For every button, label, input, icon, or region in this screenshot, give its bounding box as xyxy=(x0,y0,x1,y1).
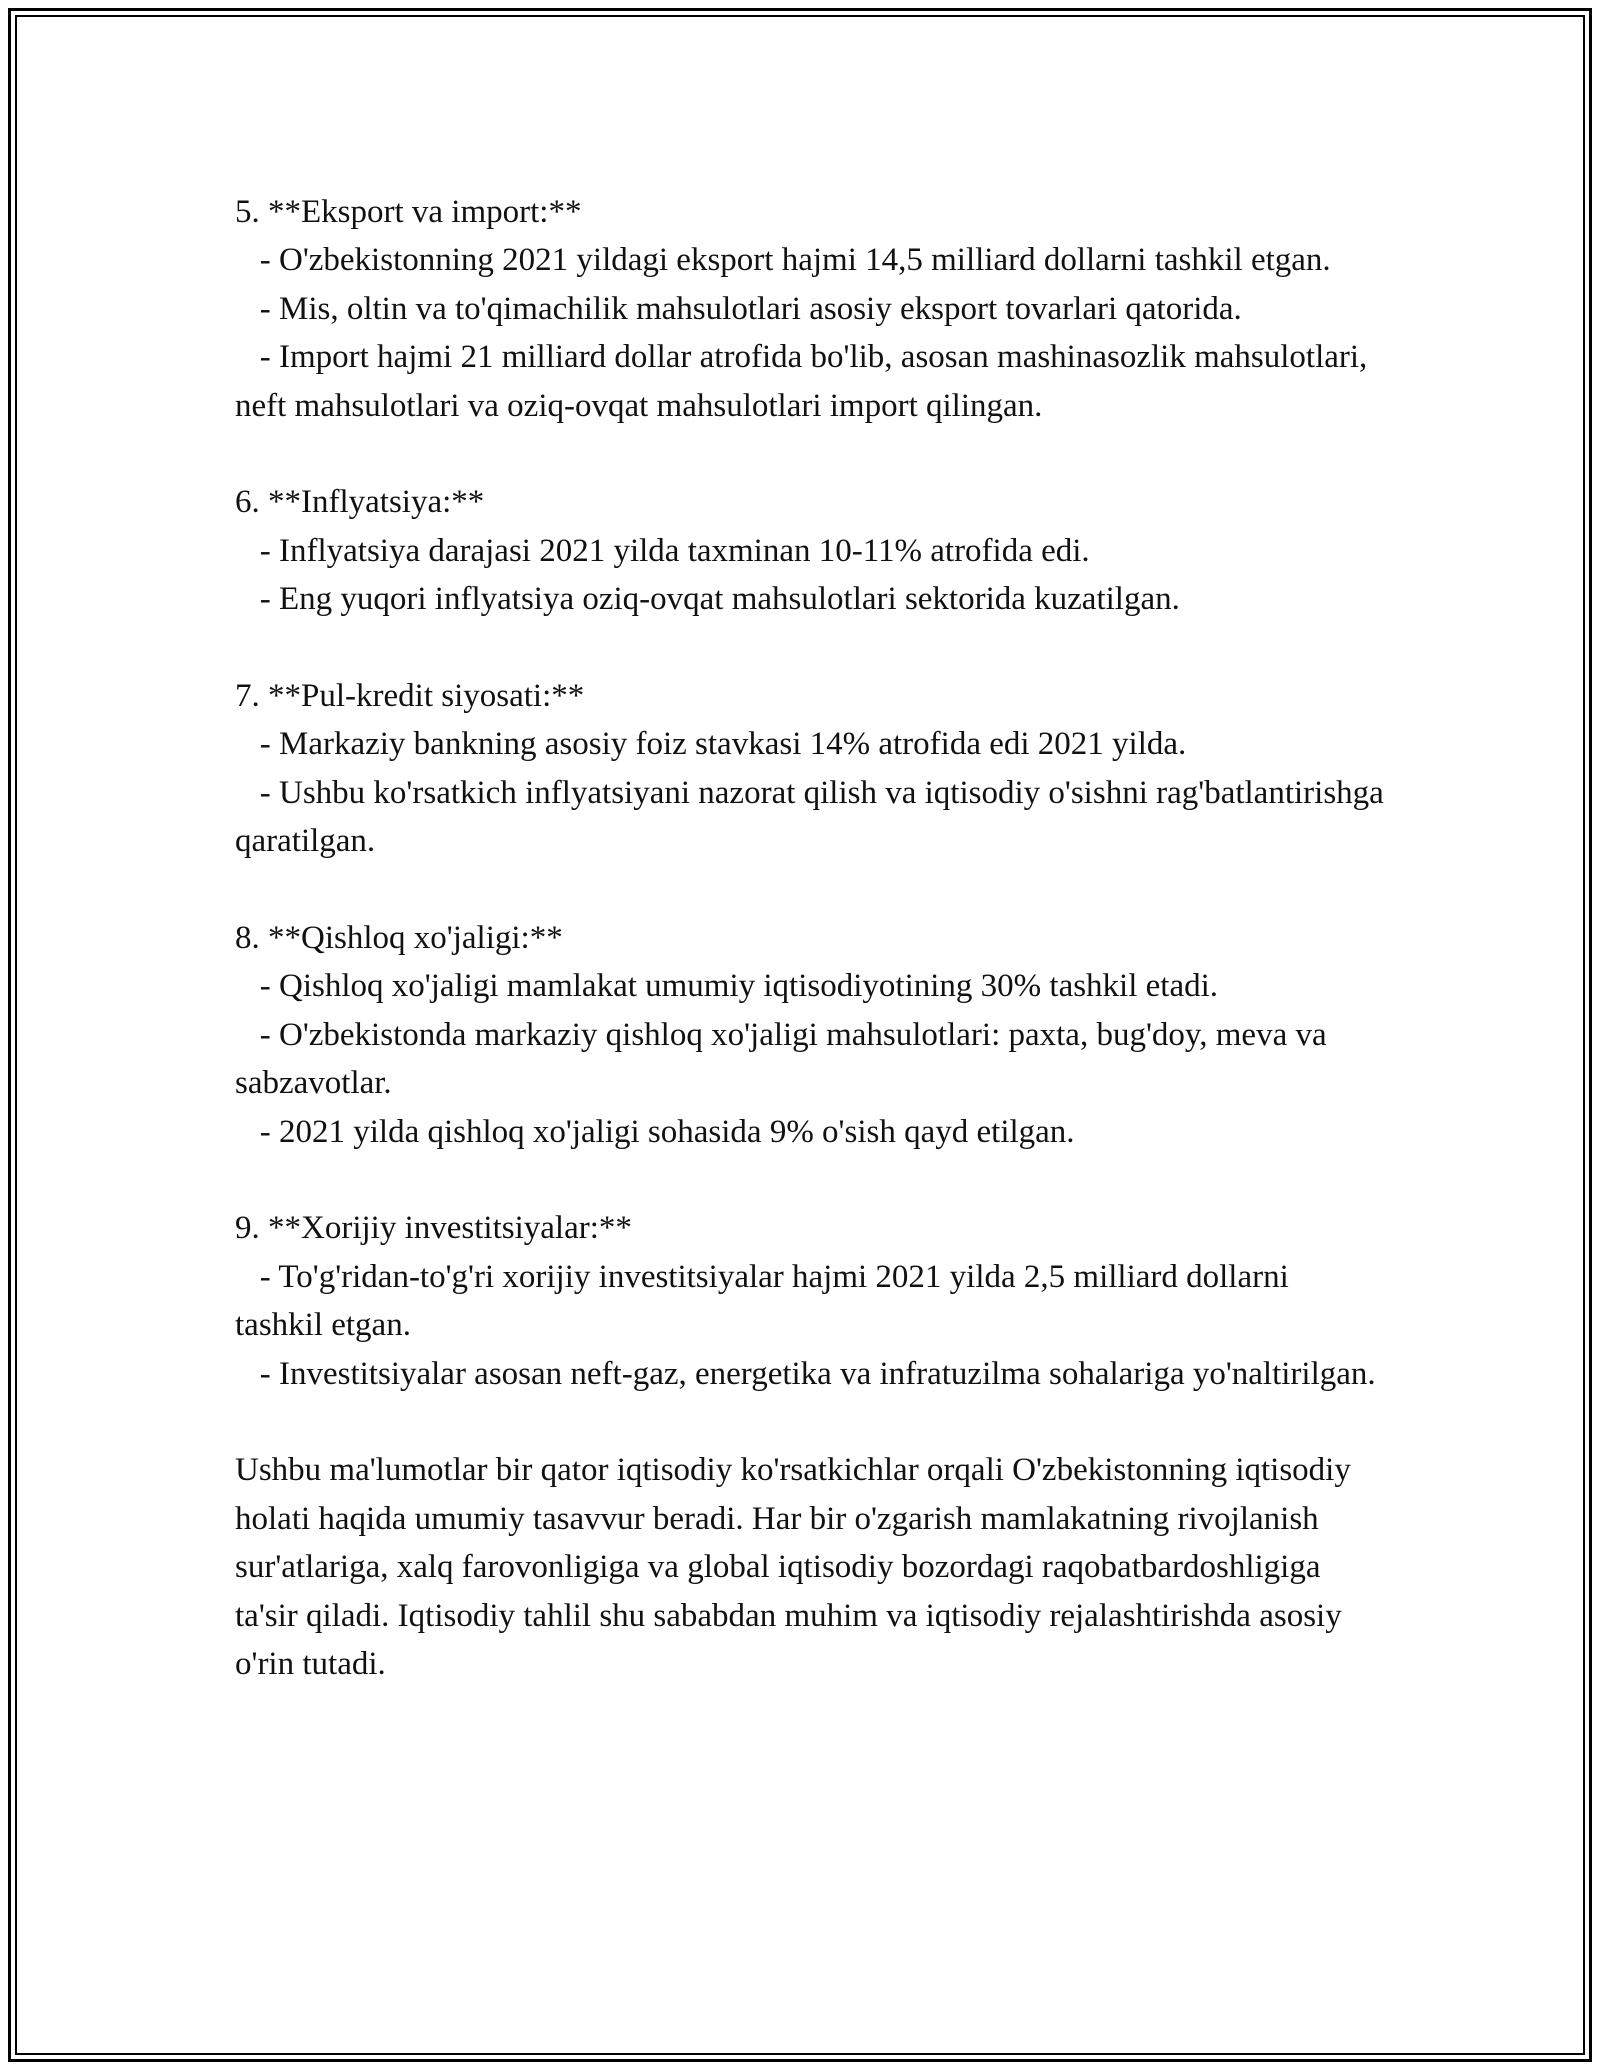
bullet-item: - Import hajmi 21 milliard dollar atrofida bo'lib, asosan mashinasozlik mahsulotlari, neft mahsulotlari va oziq-ovqat mahsulotlari import qilingan. xyxy=(235,339,1376,424)
bullet-item: - Qishloq xo'jaligi mamlakat umumiy iqtisodiyotining 30% tashkil etadi. xyxy=(235,968,1219,1005)
section-agriculture xyxy=(235,914,1385,1156)
section-foreign-investment xyxy=(235,1204,1385,1398)
section-inflation xyxy=(235,478,1385,623)
bullet-item: - 2021 yilda qishloq xo'jaligi sohasida 9% o'sish qayd etilgan. xyxy=(235,1113,1075,1150)
bullet-item: - Ushbu ko'rsatkich inflyatsiyani nazorat qilish va iqtisodiy o'sishni rag'batlantirishga qaratilgan. xyxy=(235,774,1393,860)
bullet-item: - Mis, oltin va to'qimachilik mahsulotlari asosiy eksport tovarlari qatorida. xyxy=(235,290,1242,327)
section-heading: 7. **Pul-kredit siyosati:** xyxy=(235,678,585,715)
bullet-item: - Eng yuqori inflyatsiya oziq-ovqat mahsulotlari sektorida kuzatilgan. xyxy=(235,581,1180,618)
bullet-item: - Markaziy bankning asosiy foiz stavkasi 14% atrofida edi 2021 yilda. xyxy=(235,726,1187,763)
bullet-item: - To'g'ridan-to'g'ri xorijiy investitsiyalar hajmi 2021 yilda 2,5 milliard dollarni tashkil etgan. xyxy=(235,1258,1298,1344)
section-heading: 8. **Qishloq xo'jaligi:** xyxy=(235,920,563,957)
section-heading: 9. **Xorijiy investitsiyalar:** xyxy=(235,1210,632,1247)
bullet-item: - Investitsiyalar asosan neft-gaz, energetika va infratuzilma sohalariga yo'naltirilgan. xyxy=(235,1355,1376,1392)
section-heading: 6. **Inflyatsiya:** xyxy=(235,484,485,521)
closing-paragraph: Ushbu ma'lumotlar bir qator iqtisodiy ko'rsatkichlar orqali O'zbekistonning iqtisodiy holati haqida umumiy tasavvur beradi. Har bir o'zgarish mamlakatning rivojlanish sur'atlariga, xalq farovonligiga va global iqtisodiy bozordagi raqobatbardoshligiga ta'sir qiladi. Iqtisodiy tahlil shu sababdan muhim va iqtisodiy rejalashtirishda asosiy o'rin tutadi. xyxy=(235,1452,1351,1683)
bullet-item: - O'zbekistonning 2021 yildagi eksport hajmi 14,5 milliard dollarni tashkil etgan. xyxy=(235,242,1331,279)
document-body xyxy=(235,188,1393,1689)
section-monetary-policy xyxy=(235,672,1393,866)
bullet-item: - O'zbekistonda markaziy qishloq xo'jaligi mahsulotlari: paxta, bug'doy, meva va sabzavotlar. xyxy=(235,1016,1335,1102)
section-heading: 5. **Eksport va import:** xyxy=(235,194,582,230)
bullet-item: - Inflyatsiya darajasi 2021 yilda taxminan 10-11% atrofida edi. xyxy=(235,532,1090,569)
section-export-import xyxy=(235,188,1385,430)
